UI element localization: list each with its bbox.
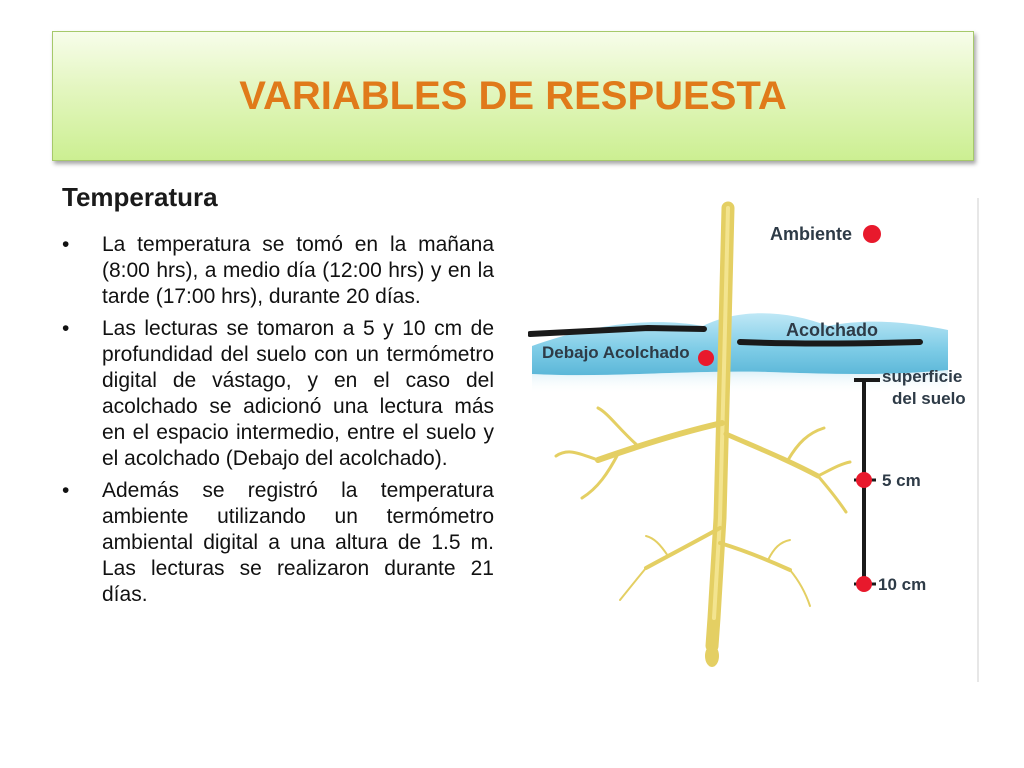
bullet-text: Además se registró la temperatura ambiente utilizando un termómetro ambiental digital a una altura de 1.5 m. Las lecturas se realizaron durante 21 días.: [102, 479, 494, 606]
root-branch: [556, 452, 598, 460]
label-acolchado: Acolchado: [786, 320, 879, 340]
root-branch: [646, 536, 668, 556]
root-branch: [646, 528, 720, 568]
title-banner: [52, 31, 974, 161]
bullet-marker: •: [62, 479, 70, 502]
label-ambiente: Ambiente: [770, 224, 853, 244]
bullet-text: La temperatura se tomó en la mañana (8:00 hrs), a medio día (12:00 hrs) y en la tarde (17:00 hrs), durante 20 días.: [102, 233, 494, 308]
ambiente-marker: [863, 225, 881, 243]
bullet-text: Las lecturas se tomaron a 5 y 10 cm de profundidad del suelo con un termómetro digital de vástago, y en el caso del acolchado se adicionó una lectura más en el espacio intermedio, entre el suelo y el acolchado (Debajo del acolchado).: [102, 317, 494, 470]
root-branch: [788, 428, 824, 460]
depth-5cm-marker: [856, 472, 872, 488]
label-superficie: superficie: [882, 367, 963, 386]
bullet-item: [62, 316, 494, 472]
bullet-marker: •: [62, 233, 70, 256]
diagram-svg: [528, 198, 980, 682]
label-del-suelo: del suelo: [892, 389, 966, 408]
label-debajo-acolchado: Debajo Acolchado: [542, 343, 690, 362]
root-branch: [818, 462, 850, 476]
root-branch: [768, 540, 790, 560]
root-branch: [620, 568, 646, 600]
depth-10cm-marker: [856, 576, 872, 592]
bullet-item: [62, 232, 494, 310]
root-branch: [720, 543, 790, 570]
bullet-list: [62, 232, 494, 614]
root-branch: [818, 476, 846, 512]
bullet-marker: •: [62, 317, 70, 340]
bullet-item: [62, 478, 494, 608]
root-system: [556, 208, 853, 646]
root-tip: [705, 645, 719, 667]
mulch-line-right: [740, 342, 920, 344]
label-5cm: 5 cm: [882, 471, 921, 490]
section-subtitle: Temperatura: [62, 182, 218, 212]
root-branch: [790, 570, 810, 606]
root-branch: [598, 408, 638, 446]
label-10cm: 10 cm: [878, 575, 927, 594]
slide-title: VARIABLES DE RESPUESTA: [239, 73, 787, 118]
debajo-acolchado-marker: [698, 350, 714, 366]
root-temperature-diagram: [528, 198, 980, 682]
